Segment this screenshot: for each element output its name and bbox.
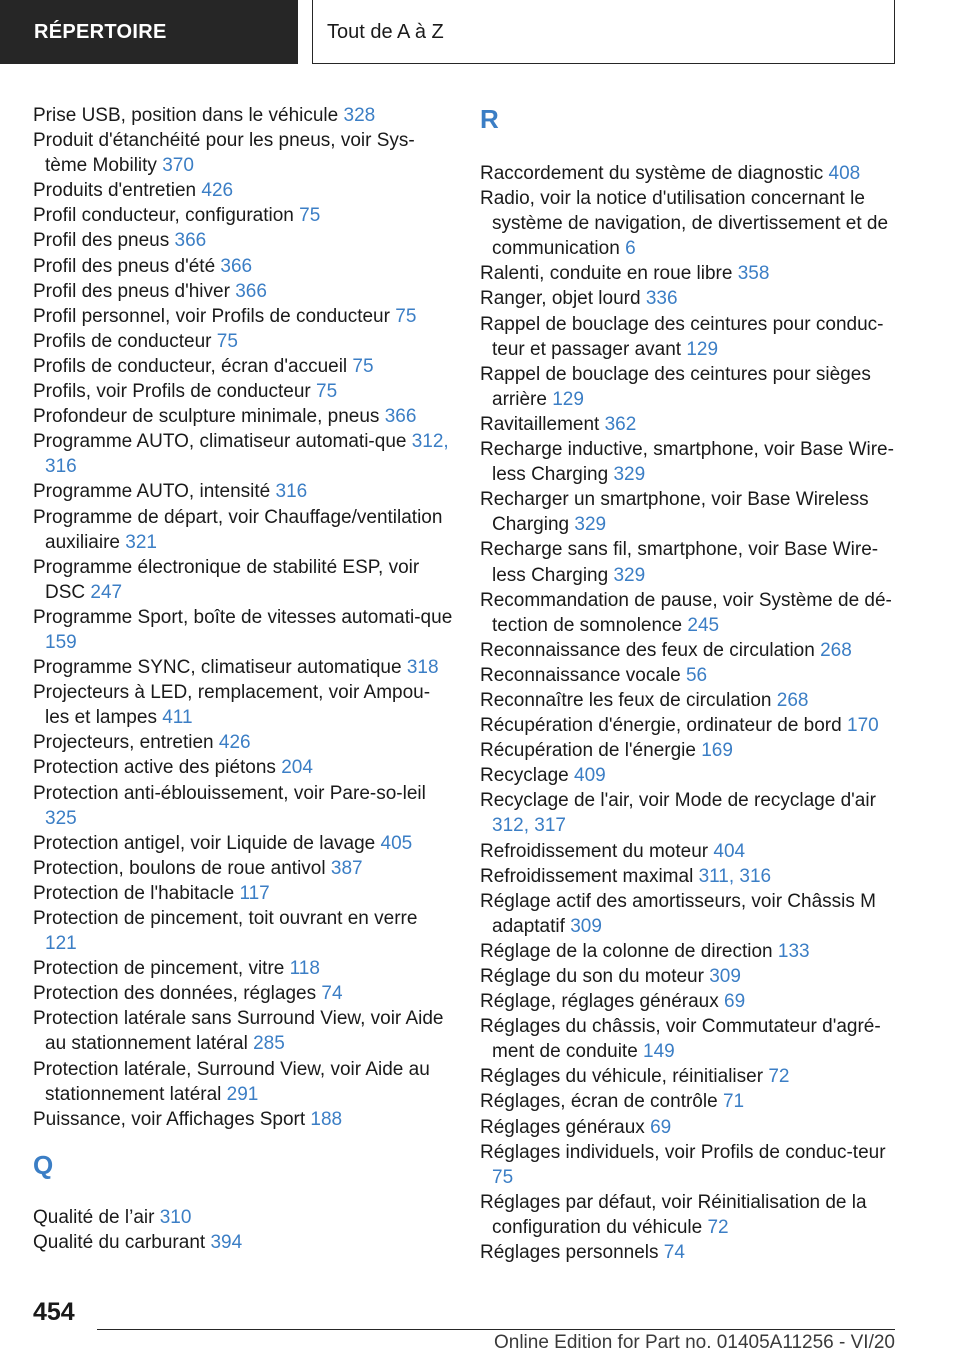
entry-text: Programme AUTO, climatiseur automati‐que: [33, 431, 407, 453]
index-entry: [33, 279, 453, 304]
index-letter-q: Q: [33, 1149, 54, 1180]
entry-text: Réglages généraux: [480, 1116, 645, 1138]
index-entry: [33, 404, 453, 429]
page-reference-link[interactable]: 169: [701, 740, 733, 762]
page-reference-link[interactable]: 329: [574, 514, 607, 536]
footer-divider: [97, 1329, 895, 1330]
index-entry: [33, 906, 453, 956]
page-reference-link[interactable]: 74: [663, 1242, 685, 1264]
page-reference-link[interactable]: 310: [159, 1206, 192, 1228]
page-reference-link[interactable]: 328: [343, 105, 376, 126]
index-entry: [480, 663, 900, 688]
entry-text: Programme Sport, boîte de vitesses automati‐que: [33, 606, 453, 628]
index-entry: [480, 889, 900, 939]
index-entry: [33, 178, 453, 203]
entry-text: Programme AUTO, intensité: [33, 481, 271, 503]
page-reference-link[interactable]: 309: [709, 966, 741, 987]
entry-text: Protection latérale sans Surround View, voir Aide au stationnement latéral: [33, 1008, 444, 1055]
page-reference-link[interactable]: 405: [380, 832, 413, 854]
index-entry: [480, 1140, 900, 1190]
entry-text: Puissance, voir Affichages Sport: [33, 1108, 306, 1130]
entry-text: Réglage, réglages généraux: [480, 991, 719, 1013]
entry-text: Profil conducteur, configuration: [33, 205, 294, 227]
page-reference-link[interactable]: 6: [625, 238, 636, 260]
entry-text: Refroidissement maximal: [480, 865, 694, 887]
page-reference-link[interactable]: 75: [395, 305, 417, 327]
page-reference-link[interactable]: 268: [776, 689, 809, 711]
entry-text: Radio, voir la notice d'utilisation concernant le système de navigation, de divertissement et de communication: [480, 188, 889, 260]
entry-text: Protection latérale, Surround View, voir Aide au stationnement latéral: [33, 1058, 430, 1105]
entry-text: Ravitaillement: [480, 413, 600, 435]
index-entry: [33, 228, 453, 253]
index-entry: [480, 312, 900, 362]
index-column-left: [33, 103, 453, 1255]
page-reference-link[interactable]: 75: [352, 355, 374, 377]
index-entry: [33, 555, 453, 605]
page-reference-link[interactable]: 329: [613, 564, 646, 586]
entry-text: Qualité du carburant: [33, 1231, 206, 1253]
entry-text: Protection de l'habitacle: [33, 882, 235, 904]
index-entry: [33, 505, 453, 555]
page-reference-link[interactable]: 72: [707, 1216, 729, 1238]
index-entry: [33, 1057, 453, 1107]
page-reference-link[interactable]: 69: [724, 991, 746, 1013]
entry-text: Réglages personnels: [480, 1242, 659, 1264]
page-reference-link[interactable]: 170: [847, 715, 879, 737]
index-entry: [480, 487, 900, 537]
page-reference-link[interactable]: 362: [604, 413, 637, 435]
index-list-q: [33, 1205, 453, 1255]
index-entry: [33, 103, 453, 128]
index-entry: [33, 680, 453, 730]
page-reference-link[interactable]: 316: [275, 481, 308, 503]
entry-text: Protection de pincement, toit ouvrant en verre: [33, 908, 418, 929]
index-entry: [33, 781, 453, 831]
page-reference-link[interactable]: 245: [687, 614, 720, 636]
page-reference-link[interactable]: 188: [310, 1108, 343, 1130]
index-entry: [480, 788, 900, 838]
entry-text: Qualité de l’air: [33, 1206, 155, 1228]
index-entry: [33, 755, 453, 780]
entry-text: Protection active des piétons: [33, 757, 276, 779]
page-reference-link[interactable]: 268: [820, 639, 852, 661]
entry-text: Réglages du châssis, voir Commutateur d'agré‐ment de conduite: [480, 1016, 881, 1063]
index-entry: [480, 286, 900, 311]
page-reference-link[interactable]: 133: [777, 940, 810, 962]
entry-text: Protection antigel, voir Liquide de lavage: [33, 832, 376, 854]
page-reference-link[interactable]: 329: [613, 464, 646, 486]
index-entry: [480, 1240, 900, 1265]
page-reference-link[interactable]: 404: [713, 840, 746, 862]
entry-text: Réglages, écran de contrôle: [480, 1091, 718, 1113]
section-tab: RÉPERTOIRE: [0, 0, 298, 64]
page-reference-link[interactable]: 366: [174, 230, 207, 252]
page-reference-link[interactable]: 336: [645, 288, 678, 310]
index-entry: [33, 479, 453, 504]
entry-text: Protection anti-éblouissement, voir Pare-so‐leil: [33, 782, 426, 804]
entry-text: Programme SYNC, climatiseur automatique: [33, 657, 402, 679]
index-entry: [480, 864, 900, 889]
index-entry: [480, 412, 900, 437]
index-entry: [33, 329, 453, 354]
page-reference-link[interactable]: 318: [406, 657, 439, 679]
page-reference-link[interactable]: 366: [220, 255, 253, 277]
page-reference-link[interactable]: 75: [299, 205, 321, 227]
index-entry: [33, 856, 453, 881]
index-entry: [480, 989, 900, 1014]
entry-text: Protection de pincement, vitre: [33, 958, 285, 980]
page-reference-link[interactable]: 159: [45, 631, 77, 653]
entry-text: Profil personnel, voir Profils de conducteur: [33, 305, 390, 327]
page-reference-link[interactable]: 129: [686, 338, 719, 360]
index-entry: [33, 379, 453, 404]
entry-text: Refroidissement du moteur: [480, 840, 709, 862]
index-entry: [33, 605, 453, 655]
index-entry: [33, 354, 453, 379]
index-entry: [480, 161, 900, 186]
page-reference-link[interactable]: 117: [239, 882, 270, 904]
entry-text: Reconnaître les feux de circulation: [480, 689, 772, 711]
entry-text: Réglage du son du moteur: [480, 966, 704, 987]
entry-text: Recyclage de l'air, voir Mode de recyclage d'air: [480, 790, 876, 812]
index-column-right: [480, 103, 900, 1265]
page-reference-link[interactable]: 285: [253, 1033, 285, 1055]
index-entry: [480, 1190, 900, 1240]
page-reference-link[interactable]: 71: [722, 1091, 745, 1113]
index-entry: [480, 261, 900, 286]
entry-text: Reconnaissance vocale: [480, 664, 681, 686]
entry-text: Réglages individuels, voir Profils de conduc‐teur: [480, 1141, 886, 1163]
entry-text: Programme électronique de stabilité ESP, voir DSC: [33, 556, 420, 603]
index-entry: [480, 186, 900, 261]
page-reference-link[interactable]: 129: [552, 388, 584, 410]
page-reference-link[interactable]: 426: [201, 180, 234, 202]
index-entry: [480, 1089, 900, 1114]
entry-text: Reconnaissance des feux de circulation: [480, 639, 815, 661]
entry-text: Projecteurs, entretien: [33, 732, 214, 754]
entry-text: Produits d'entretien: [33, 180, 197, 202]
entry-text: Ralenti, conduite en roue libre: [480, 263, 733, 285]
entry-text: Réglage de la colonne de direction: [480, 940, 773, 962]
page-reference-link[interactable]: 311, 316: [698, 865, 772, 887]
entry-text: Recharge sans fil, smartphone, voir Base Wire‐less Charging: [480, 539, 879, 586]
index-entry: [33, 1230, 453, 1255]
index-entry: [33, 956, 453, 981]
entry-text: Recharger un smartphone, voir Base Wireless Charging: [480, 489, 869, 536]
page-reference-link[interactable]: 204: [281, 757, 313, 779]
index-entry: [33, 254, 453, 279]
index-entry: [33, 881, 453, 906]
page-reference-link[interactable]: 358: [737, 263, 770, 285]
entry-text: Profil des pneus d'hiver: [33, 280, 230, 302]
entry-text: Profils de conducteur: [33, 330, 212, 352]
entry-text: Rappel de bouclage des ceintures pour conduc‐teur et passager avant: [480, 313, 884, 360]
entry-text: Programme de départ, voir Chauffage/ventilation auxiliaire: [33, 506, 443, 553]
index-entry: [33, 655, 453, 680]
index-entry: [33, 1006, 453, 1056]
index-entry: [33, 1107, 453, 1132]
entry-text: Profondeur de sculpture minimale, pneus: [33, 406, 380, 428]
index-entry: [480, 537, 900, 587]
entry-text: Raccordement du système de diagnostic: [480, 163, 824, 184]
page-reference-link[interactable]: 69: [650, 1116, 672, 1138]
page-reference-link[interactable]: 72: [768, 1066, 790, 1088]
page-reference-link[interactable]: 409: [574, 765, 606, 787]
entry-text: Profils, voir Profils de conducteur: [33, 381, 311, 403]
entry-text: Réglages par défaut, voir Réinitialisation de la configuration du véhicule: [480, 1191, 867, 1238]
index-entry: [480, 1115, 900, 1140]
page-reference-link[interactable]: 118: [289, 958, 320, 980]
page-reference-link[interactable]: 74: [321, 983, 343, 1005]
entry-text: Ranger, objet lourd: [480, 288, 641, 310]
page-reference-link[interactable]: 312, 317: [492, 815, 566, 837]
page-reference-link[interactable]: 411: [162, 707, 193, 729]
index-entry: [33, 203, 453, 228]
entry-text: Recharge inductive, smartphone, voir Base Wire‐less Charging: [480, 439, 894, 486]
entry-text: Rappel de bouclage des ceintures pour sièges arrière: [480, 363, 871, 410]
entry-text: Réglage actif des amortisseurs, voir Châssis M adaptatif: [480, 890, 876, 937]
index-entry: [480, 738, 900, 763]
page-number: 454: [33, 1298, 75, 1326]
index-entry: [33, 831, 453, 856]
index-entry: [33, 981, 453, 1006]
entry-text: Recyclage: [480, 765, 569, 787]
page-reference-link[interactable]: 75: [216, 330, 238, 352]
index-letter-r: R: [480, 104, 499, 134]
entry-text: Recommandation de pause, voir Système de dé‐tection de somnolence: [480, 589, 892, 636]
index-entry: [480, 362, 900, 412]
index-entry: [480, 638, 900, 663]
page-reference-link[interactable]: 366: [384, 406, 417, 428]
index-entry: [33, 1205, 453, 1230]
index-entry: [480, 1064, 900, 1089]
index-entry: [480, 713, 900, 738]
entry-text: Protection, boulons de roue antivol: [33, 857, 326, 879]
page-reference-link[interactable]: 321: [125, 531, 157, 553]
entry-text: Profils de conducteur, écran d'accueil: [33, 355, 348, 377]
entry-text: Profil des pneus: [33, 230, 170, 252]
page-reference-link[interactable]: 149: [643, 1041, 675, 1063]
index-entry: [480, 437, 900, 487]
entry-text: Profil des pneus d'été: [33, 255, 216, 277]
page-reference-link[interactable]: 247: [90, 581, 123, 603]
chapter-title: Tout de A à Z: [312, 0, 895, 64]
page-reference-link[interactable]: 325: [45, 807, 77, 829]
index-entry: [480, 839, 900, 864]
index-entry: [33, 304, 453, 329]
entry-text: Réglages du véhicule, réinitialiser: [480, 1066, 764, 1088]
page-reference-link[interactable]: 121: [45, 933, 77, 955]
entry-text: Récupération de l'énergie: [480, 740, 696, 762]
entry-text: Prise USB, position dans le véhicule: [33, 105, 339, 126]
entry-text: Récupération d'énergie, ordinateur de bord: [480, 715, 842, 737]
index-entry: [33, 429, 453, 479]
page-reference-link[interactable]: 75: [316, 381, 338, 403]
page-reference-link[interactable]: 75: [492, 1166, 514, 1188]
page-reference-link[interactable]: 312, 316: [45, 431, 449, 478]
page-reference-link[interactable]: 366: [235, 280, 267, 302]
page-reference-link[interactable]: 291: [226, 1083, 259, 1105]
index-entry: [480, 763, 900, 788]
page-reference-link[interactable]: 309: [570, 915, 602, 937]
index-list-r: [480, 161, 900, 1265]
page-reference-link[interactable]: 370: [162, 155, 194, 177]
index-entry: [480, 964, 900, 989]
page-reference-link[interactable]: 408: [828, 163, 861, 184]
page-reference-link[interactable]: 56: [685, 664, 708, 686]
page-reference-link[interactable]: 426: [218, 732, 251, 754]
entry-text: Produit d'étanchéité pour les pneus, voir Sys‐tème Mobility: [33, 130, 415, 177]
index-entry: [480, 1014, 900, 1064]
index-list-p: [33, 103, 453, 1132]
entry-text: Protection des données, réglages: [33, 983, 317, 1005]
page-reference-link[interactable]: 394: [210, 1231, 243, 1253]
footer-edition-text: Online Edition for Part no. 01405A11256 - VI/20: [493, 1332, 895, 1353]
entry-text: Projecteurs à LED, remplacement, voir Ampou‐les et lampes: [33, 682, 431, 729]
index-entry: [480, 688, 900, 713]
index-entry: [480, 588, 900, 638]
index-entry: [480, 939, 900, 964]
page-reference-link[interactable]: 387: [330, 857, 363, 879]
index-entry: [33, 128, 453, 178]
index-entry: [33, 730, 453, 755]
